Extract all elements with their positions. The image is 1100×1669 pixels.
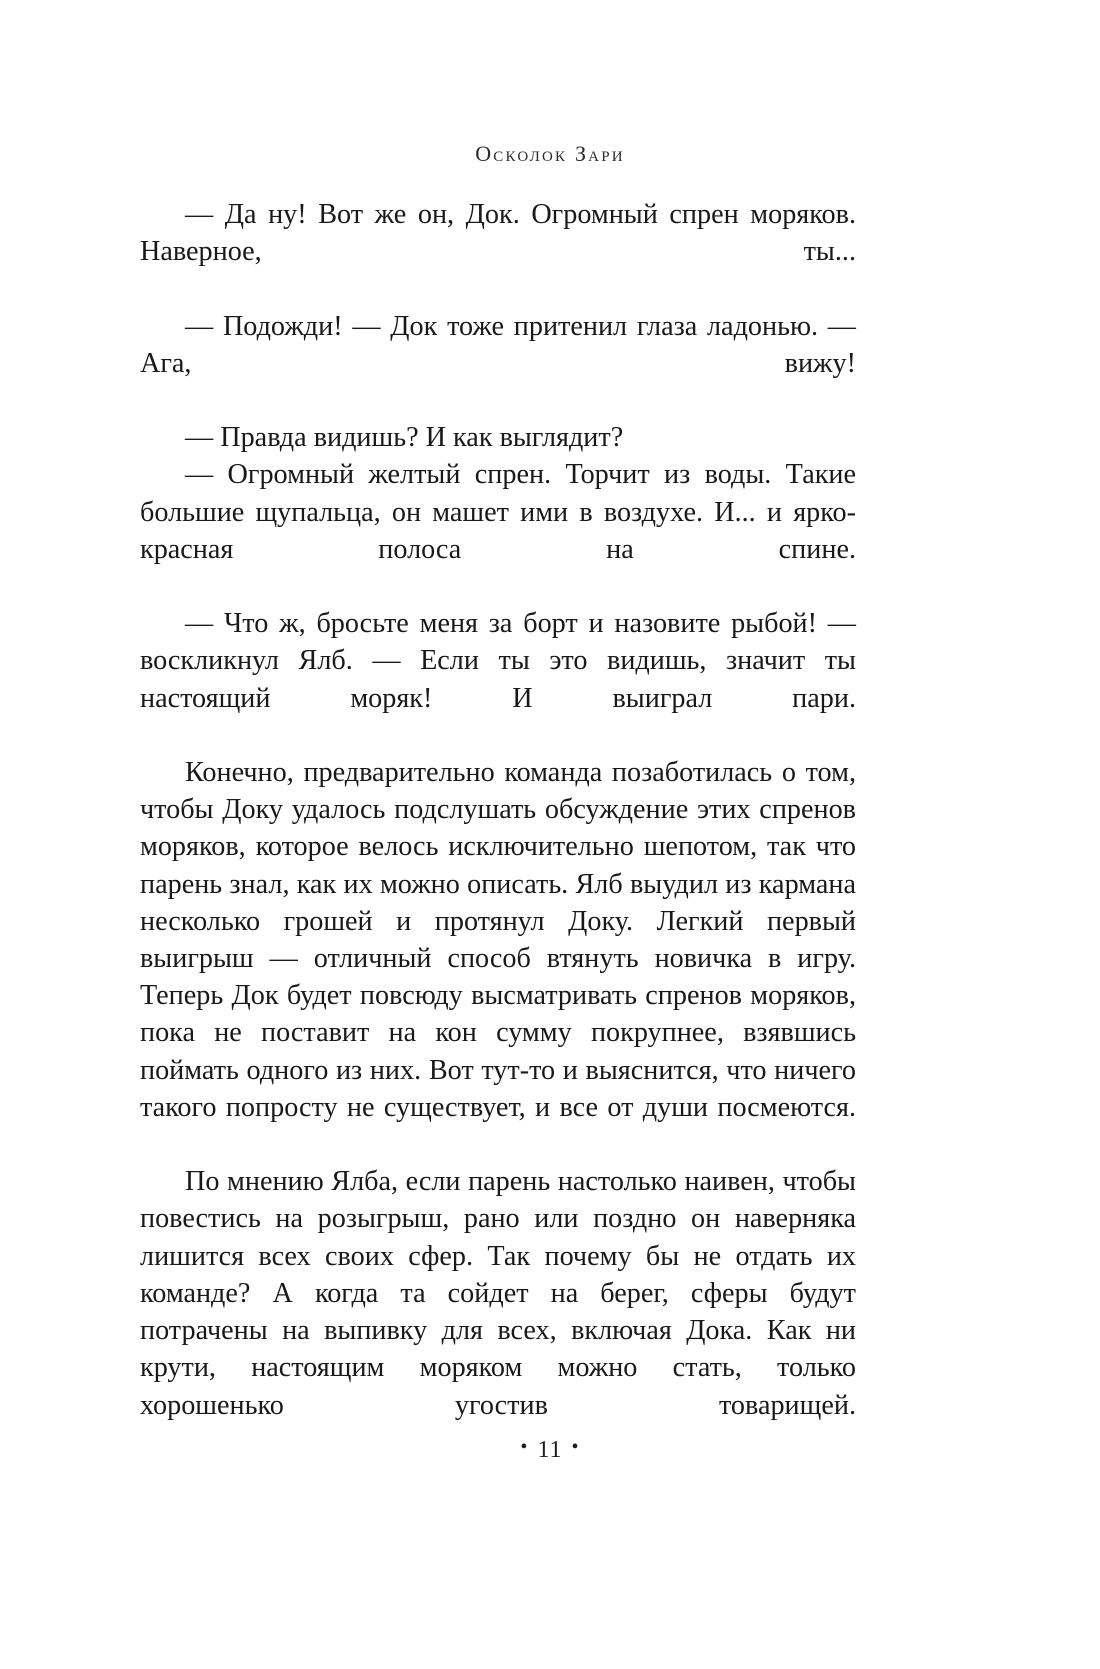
folio-number: 11 <box>537 1437 563 1463</box>
paragraph: — Правда видишь? И как выглядит? <box>185 422 624 454</box>
paragraph: — Да ну! Вот же он, Док. Огромный спрен моряков. Наверное, ты... <box>140 199 856 268</box>
paragraph: — Что ж, бросьте меня за борт и назовите рыбой! — воскликнул Ялб. — Если ты это видишь, значит ты настоящий моряк! И выиграл пари. <box>140 608 856 714</box>
folio-right-ornament: • <box>571 1436 580 1458</box>
paragraph: По мнению Ялба, если парень настолько наивен, чтобы повестись на розыгрыш, рано или поздно он наверняка лишится всех своих сфер. Так почему бы не отдать их команде? А когда та сойдет на берег, сферы будут потрачены на выпивку для всех, включая Дока. Как ни крути, настоящим моряком можно стать, только хорошенько угостив товарищей. <box>140 1166 856 1421</box>
running-head: Осколок Зари <box>475 141 625 166</box>
folio-left-ornament: • <box>520 1436 529 1458</box>
paragraph: — Огромный желтый спрен. Торчит из воды. Такие большие щупальца, он машет ими в воздухе. И... и ярко-красная полоса на спине. <box>140 459 856 565</box>
body-text <box>140 196 856 1461</box>
paragraph: — Подожди! — Док тоже притенил глаза ладонью. — Ага, вижу! <box>140 310 856 379</box>
paragraph: Конечно, предварительно команда позаботилась о том, чтобы Доку удалось подслушать обсуждение этих спренов моряков, которое велось исключительно шепотом, так что парень знал, как их можно описать. Ялб выудил из кармана несколько грошей и протянул Доку. Легкий первый выигрыш — отличный способ втянуть новичка в игру. Теперь Док будет повсюду высматривать спренов моряков, пока не поставит на кон сумму покрупнее, взявшись поймать одного из них. Вот тут-то и выяснится, что ничего такого попросту не существует, и все от души посмеются. <box>140 757 856 1123</box>
page-number <box>0 1437 1100 1464</box>
